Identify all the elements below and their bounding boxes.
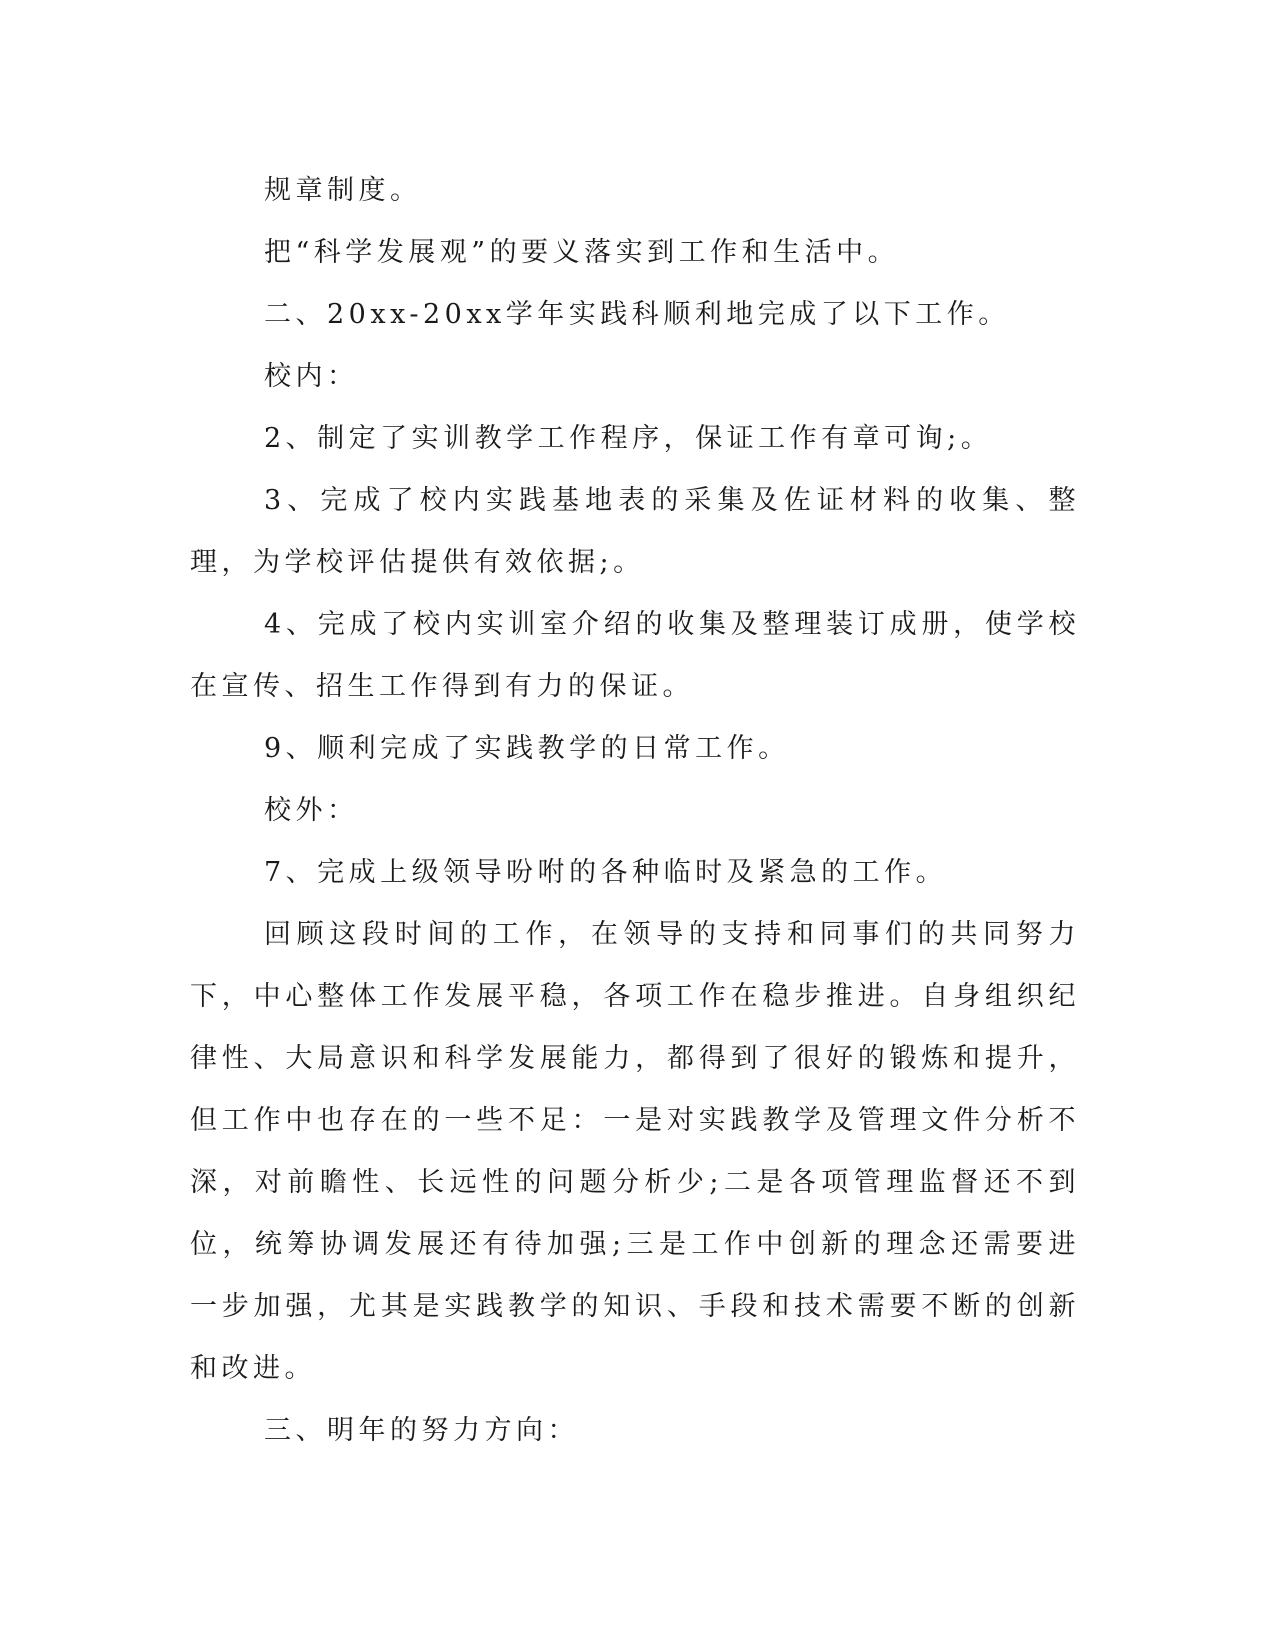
section-heading-two: 二、20xx-20xx学年实践科顺利地完成了以下工作。 [264,299,1010,330]
list-item-9: 9、顺利完成了实践教学的日常工作。 [264,733,790,764]
subheading-off-campus: 校外： [264,795,359,826]
document-body [190,160,1080,1462]
paragraph-scientific-outlook: 把“科学发展观”的要义落实到工作和生活中。 [264,237,900,268]
section-heading-three: 三、明年的努力方向： [264,1415,579,1446]
list-item-4: 4、完成了校内实训室介绍的收集及整理装订成册，使学校在宣传、招生工作得到有力的保证。 [190,609,1080,702]
paragraph-review: 回顾这段时间的工作，在领导的支持和同事们的共同努力下，中心整体工作发展平稳，各项工作在稳步推进。自身组织纪律性、大局意识和科学发展能力，都得到了很好的锻炼和提升，但工作中也存在的一些不足：一是对实践教学及管理文件分析不深，对前瞻性、长远性的问题分析少;二是各项管理监督还不到位，统筹协调发展还有待加强;三是工作中创新的理念还需要进一步加强，尤其是实践教学的知识、手段和技术需要不断的创新和改进。 [190,919,1080,1384]
list-item-3: 3、完成了校内实践基地表的采集及佐证材料的收集、整理，为学校评估提供有效依据;。 [190,485,1080,578]
paragraph-rules: 规章制度。 [264,175,422,206]
list-item-2: 2、制定了实训教学工作程序，保证工作有章可询;。 [264,423,993,454]
subheading-on-campus: 校内： [264,361,359,392]
list-item-7: 7、完成上级领导吩咐的各种临时及紧急的工作。 [264,857,948,888]
